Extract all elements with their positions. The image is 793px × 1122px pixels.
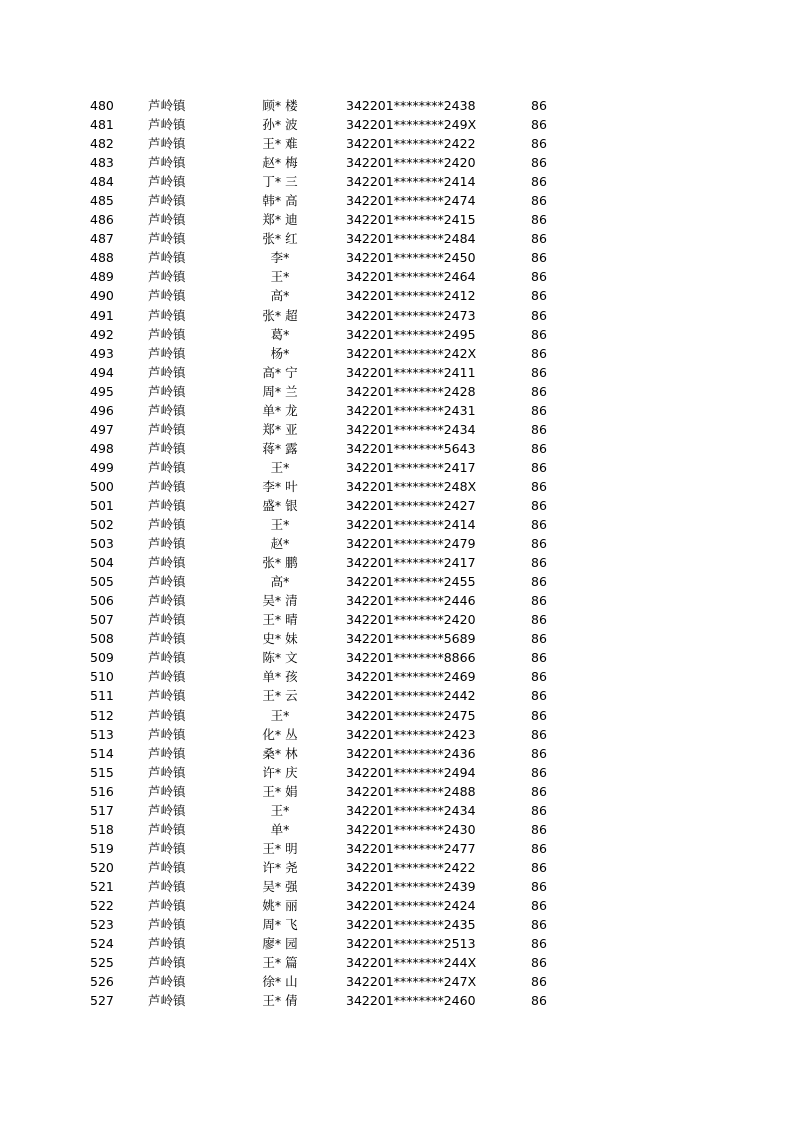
id-number: 342201********2439 [346, 878, 476, 894]
table-row [0, 401, 793, 420]
person-name: 王* 娟 [262, 783, 298, 799]
row-number: 511 [90, 688, 114, 704]
person-name: 丁* 三 [262, 174, 298, 190]
score: 86 [531, 269, 547, 285]
table-row [0, 210, 793, 229]
town-name: 芦岭镇 [148, 917, 186, 933]
score: 86 [531, 136, 547, 152]
person-name: 高* [270, 288, 290, 304]
person-name: 王* 明 [262, 840, 298, 856]
row-number: 509 [90, 650, 114, 666]
table-row [0, 515, 793, 534]
id-number: 342201********5689 [346, 631, 476, 647]
row-number: 482 [90, 136, 114, 152]
person-name: 赵* 梅 [262, 155, 298, 171]
row-number: 522 [90, 897, 114, 913]
table-row [0, 686, 793, 705]
score: 86 [531, 669, 547, 685]
id-number: 342201********2422 [346, 859, 476, 875]
row-number: 512 [90, 707, 114, 723]
table-row [0, 363, 793, 382]
row-number: 517 [90, 802, 114, 818]
town-name: 芦岭镇 [148, 688, 186, 704]
town-name: 芦岭镇 [148, 936, 186, 952]
score: 86 [531, 345, 547, 361]
score: 86 [531, 897, 547, 913]
score: 86 [531, 917, 547, 933]
town-name: 芦岭镇 [148, 955, 186, 971]
score: 86 [531, 155, 547, 171]
score: 86 [531, 878, 547, 894]
town-name: 芦岭镇 [148, 326, 186, 342]
person-name: 张* 超 [262, 307, 298, 323]
id-number: 342201********2434 [346, 802, 476, 818]
table-row [0, 972, 793, 991]
row-number: 527 [90, 993, 114, 1009]
table-row [0, 172, 793, 191]
table-row [0, 991, 793, 1010]
person-name: 吴* 强 [262, 878, 298, 894]
id-number: 342201********2513 [346, 936, 476, 952]
table-row [0, 725, 793, 744]
town-name: 芦岭镇 [148, 383, 186, 399]
id-number: 342201********2469 [346, 669, 476, 685]
score: 86 [531, 288, 547, 304]
row-number: 523 [90, 917, 114, 933]
score: 86 [531, 402, 547, 418]
table-row [0, 934, 793, 953]
score: 86 [531, 364, 547, 380]
table-row [0, 134, 793, 153]
town-name: 芦岭镇 [148, 231, 186, 247]
table-row [0, 953, 793, 972]
town-name: 芦岭镇 [148, 631, 186, 647]
id-number: 342201********2494 [346, 764, 476, 780]
table-row [0, 858, 793, 877]
row-number: 481 [90, 117, 114, 133]
person-name: 杨* [270, 345, 290, 361]
row-number: 516 [90, 783, 114, 799]
person-name: 桑* 林 [262, 745, 298, 761]
row-number: 504 [90, 555, 114, 571]
person-name: 郑* 迪 [262, 212, 298, 228]
id-number: 342201********249X [346, 117, 477, 133]
score: 86 [531, 174, 547, 190]
person-name: 韩* 高 [262, 193, 298, 209]
town-name: 芦岭镇 [148, 897, 186, 913]
town-name: 芦岭镇 [148, 650, 186, 666]
id-number: 342201********2420 [346, 612, 476, 628]
table-row [0, 782, 793, 801]
row-number: 494 [90, 364, 114, 380]
row-number: 496 [90, 402, 114, 418]
id-number: 342201********2412 [346, 288, 476, 304]
score: 86 [531, 955, 547, 971]
person-name: 吴* 清 [262, 593, 298, 609]
id-number: 342201********2488 [346, 783, 476, 799]
row-number: 492 [90, 326, 114, 342]
town-name: 芦岭镇 [148, 669, 186, 685]
id-number: 342201********2495 [346, 326, 476, 342]
id-number: 342201********2484 [346, 231, 476, 247]
town-name: 芦岭镇 [148, 517, 186, 533]
table-row [0, 820, 793, 839]
score: 86 [531, 783, 547, 799]
table-row [0, 496, 793, 515]
table-row [0, 153, 793, 172]
score: 86 [531, 212, 547, 228]
town-name: 芦岭镇 [148, 478, 186, 494]
id-number: 342201********2479 [346, 536, 476, 552]
row-number: 519 [90, 840, 114, 856]
id-number: 342201********2423 [346, 726, 476, 742]
id-number: 342201********2436 [346, 745, 476, 761]
town-name: 芦岭镇 [148, 250, 186, 266]
person-name: 史* 妹 [262, 631, 298, 647]
town-name: 芦岭镇 [148, 555, 186, 571]
id-number: 342201********247X [346, 974, 477, 990]
row-number: 500 [90, 478, 114, 494]
town-name: 芦岭镇 [148, 174, 186, 190]
id-number: 342201********2427 [346, 497, 476, 513]
id-number: 342201********8866 [346, 650, 476, 666]
person-name: 王* [270, 802, 290, 818]
row-number: 483 [90, 155, 114, 171]
id-number: 342201********242X [346, 345, 477, 361]
row-number: 526 [90, 974, 114, 990]
table-row [0, 191, 793, 210]
row-number: 489 [90, 269, 114, 285]
score: 86 [531, 98, 547, 113]
table-row [0, 534, 793, 553]
table-row [0, 896, 793, 915]
id-number: 342201********2435 [346, 917, 476, 933]
table-row [0, 667, 793, 686]
table-row [0, 591, 793, 610]
id-number: 342201********248X [346, 478, 477, 494]
table-row [0, 96, 793, 115]
id-number: 342201********2414 [346, 174, 476, 190]
table-row [0, 610, 793, 629]
row-number: 524 [90, 936, 114, 952]
score: 86 [531, 707, 547, 723]
person-name: 王* 篇 [262, 955, 298, 971]
score: 86 [531, 193, 547, 209]
town-name: 芦岭镇 [148, 536, 186, 552]
town-name: 芦岭镇 [148, 783, 186, 799]
person-name: 盛* 银 [262, 497, 298, 513]
row-number: 514 [90, 745, 114, 761]
row-number: 508 [90, 631, 114, 647]
row-number: 507 [90, 612, 114, 628]
person-name: 王* [270, 707, 290, 723]
score: 86 [531, 859, 547, 875]
id-number: 342201********2473 [346, 307, 476, 323]
score: 86 [531, 612, 547, 628]
town-name: 芦岭镇 [148, 402, 186, 418]
town-name: 芦岭镇 [148, 878, 186, 894]
row-number: 486 [90, 212, 114, 228]
id-number: 342201********2474 [346, 193, 476, 209]
score: 86 [531, 936, 547, 952]
table-row [0, 915, 793, 934]
id-number: 342201********2460 [346, 993, 476, 1009]
score: 86 [531, 478, 547, 494]
table-row [0, 706, 793, 725]
town-name: 芦岭镇 [148, 440, 186, 456]
row-number: 521 [90, 878, 114, 894]
id-number: 342201********2417 [346, 459, 476, 475]
id-number: 342201********2422 [346, 136, 476, 152]
row-number: 503 [90, 536, 114, 552]
row-number: 510 [90, 669, 114, 685]
town-name: 芦岭镇 [148, 136, 186, 152]
person-name: 化* 丛 [262, 726, 298, 742]
town-name: 芦岭镇 [148, 155, 186, 171]
row-number: 495 [90, 383, 114, 399]
id-number: 342201********2438 [346, 98, 476, 113]
person-name: 孙* 波 [262, 117, 298, 133]
table-row [0, 115, 793, 134]
id-number: 342201********244X [346, 955, 477, 971]
town-name: 芦岭镇 [148, 98, 186, 113]
score: 86 [531, 459, 547, 475]
score: 86 [531, 383, 547, 399]
town-name: 芦岭镇 [148, 459, 186, 475]
town-name: 芦岭镇 [148, 212, 186, 228]
id-number: 342201********2428 [346, 383, 476, 399]
row-number: 498 [90, 440, 114, 456]
person-name: 徐* 山 [262, 974, 298, 990]
score: 86 [531, 993, 547, 1009]
score: 86 [531, 574, 547, 590]
id-number: 342201********2414 [346, 517, 476, 533]
table-row [0, 286, 793, 305]
row-number: 491 [90, 307, 114, 323]
row-number: 505 [90, 574, 114, 590]
person-name: 赵* [270, 536, 290, 552]
score: 86 [531, 326, 547, 342]
id-number: 342201********2455 [346, 574, 476, 590]
person-name: 李* [270, 250, 290, 266]
town-name: 芦岭镇 [148, 269, 186, 285]
score: 86 [531, 536, 547, 552]
table-row [0, 553, 793, 572]
id-number: 342201********2415 [346, 212, 476, 228]
table-row [0, 306, 793, 325]
table-row [0, 877, 793, 896]
town-name: 芦岭镇 [148, 345, 186, 361]
id-number: 342201********2431 [346, 402, 476, 418]
person-name: 单* 龙 [262, 402, 298, 418]
person-name: 王* 难 [262, 136, 298, 152]
person-name: 张* 红 [262, 231, 298, 247]
table-row [0, 477, 793, 496]
town-name: 芦岭镇 [148, 707, 186, 723]
score: 86 [531, 440, 547, 456]
table-row [0, 763, 793, 782]
id-number: 342201********2411 [346, 364, 476, 380]
table-row [0, 420, 793, 439]
person-name: 王* 云 [262, 688, 298, 704]
person-name: 姚* 丽 [262, 897, 298, 913]
score: 86 [531, 726, 547, 742]
id-number: 342201********2446 [346, 593, 476, 609]
person-name: 高* 宁 [262, 364, 298, 380]
town-name: 芦岭镇 [148, 574, 186, 590]
town-name: 芦岭镇 [148, 117, 186, 133]
person-name: 单* [270, 821, 290, 837]
id-number: 342201********2464 [346, 269, 476, 285]
row-number: 485 [90, 193, 114, 209]
score: 86 [531, 631, 547, 647]
person-name: 许* 尧 [262, 859, 298, 875]
row-number: 501 [90, 497, 114, 513]
score: 86 [531, 117, 547, 133]
person-name: 廖* 园 [262, 936, 298, 952]
score: 86 [531, 821, 547, 837]
town-name: 芦岭镇 [148, 859, 186, 875]
score: 86 [531, 840, 547, 856]
town-name: 芦岭镇 [148, 821, 186, 837]
row-number: 525 [90, 955, 114, 971]
town-name: 芦岭镇 [148, 364, 186, 380]
score: 86 [531, 764, 547, 780]
person-name: 单* 孩 [262, 669, 298, 685]
table-row [0, 572, 793, 591]
town-name: 芦岭镇 [148, 593, 186, 609]
person-name: 王* 倩 [262, 993, 298, 1009]
person-name: 王* [270, 269, 290, 285]
table-row [0, 458, 793, 477]
row-number: 499 [90, 459, 114, 475]
row-number: 506 [90, 593, 114, 609]
row-number: 484 [90, 174, 114, 190]
town-name: 芦岭镇 [148, 307, 186, 323]
table-row [0, 439, 793, 458]
table-row [0, 267, 793, 286]
id-number: 342201********2430 [346, 821, 476, 837]
score: 86 [531, 974, 547, 990]
score: 86 [531, 802, 547, 818]
score: 86 [531, 555, 547, 571]
table-row [0, 744, 793, 763]
row-number: 497 [90, 421, 114, 437]
score: 86 [531, 688, 547, 704]
person-name: 高* [270, 574, 290, 590]
id-number: 342201********2477 [346, 840, 476, 856]
town-name: 芦岭镇 [148, 497, 186, 513]
town-name: 芦岭镇 [148, 840, 186, 856]
score: 86 [531, 421, 547, 437]
row-number: 515 [90, 764, 114, 780]
town-name: 芦岭镇 [148, 726, 186, 742]
person-name: 许* 庆 [262, 764, 298, 780]
data-table [0, 96, 793, 1010]
score: 86 [531, 745, 547, 761]
person-name: 李* 叶 [262, 478, 298, 494]
id-number: 342201********2475 [346, 707, 476, 723]
score: 86 [531, 307, 547, 323]
table-row [0, 229, 793, 248]
row-number: 493 [90, 345, 114, 361]
person-name: 王* [270, 459, 290, 475]
town-name: 芦岭镇 [148, 974, 186, 990]
score: 86 [531, 517, 547, 533]
id-number: 342201********2434 [346, 421, 476, 437]
row-number: 490 [90, 288, 114, 304]
score: 86 [531, 650, 547, 666]
id-number: 342201********2420 [346, 155, 476, 171]
row-number: 480 [90, 98, 114, 113]
table-row [0, 629, 793, 648]
score: 86 [531, 250, 547, 266]
id-number: 342201********2442 [346, 688, 476, 704]
score: 86 [531, 497, 547, 513]
town-name: 芦岭镇 [148, 745, 186, 761]
person-name: 王* 晴 [262, 612, 298, 628]
table-row [0, 801, 793, 820]
person-name: 周* 飞 [262, 917, 298, 933]
id-number: 342201********2424 [346, 897, 476, 913]
table-row [0, 325, 793, 344]
town-name: 芦岭镇 [148, 612, 186, 628]
row-number: 488 [90, 250, 114, 266]
table-row [0, 344, 793, 363]
id-number: 342201********5643 [346, 440, 476, 456]
town-name: 芦岭镇 [148, 764, 186, 780]
town-name: 芦岭镇 [148, 421, 186, 437]
person-name: 葛* [270, 326, 290, 342]
person-name: 蒋* 露 [262, 440, 298, 456]
town-name: 芦岭镇 [148, 802, 186, 818]
row-number: 502 [90, 517, 114, 533]
town-name: 芦岭镇 [148, 288, 186, 304]
score: 86 [531, 593, 547, 609]
id-number: 342201********2417 [346, 555, 476, 571]
row-number: 520 [90, 859, 114, 875]
person-name: 王* [270, 517, 290, 533]
town-name: 芦岭镇 [148, 193, 186, 209]
row-number: 487 [90, 231, 114, 247]
table-row [0, 248, 793, 267]
row-number: 518 [90, 821, 114, 837]
table-row [0, 382, 793, 401]
person-name: 周* 兰 [262, 383, 298, 399]
score: 86 [531, 231, 547, 247]
person-name: 顾* 楼 [262, 98, 298, 113]
table-row [0, 648, 793, 667]
id-number: 342201********2450 [346, 250, 476, 266]
person-name: 郑* 亚 [262, 421, 298, 437]
person-name: 张* 鹏 [262, 555, 298, 571]
table-row [0, 839, 793, 858]
person-name: 陈* 文 [262, 650, 298, 666]
town-name: 芦岭镇 [148, 993, 186, 1009]
row-number: 513 [90, 726, 114, 742]
